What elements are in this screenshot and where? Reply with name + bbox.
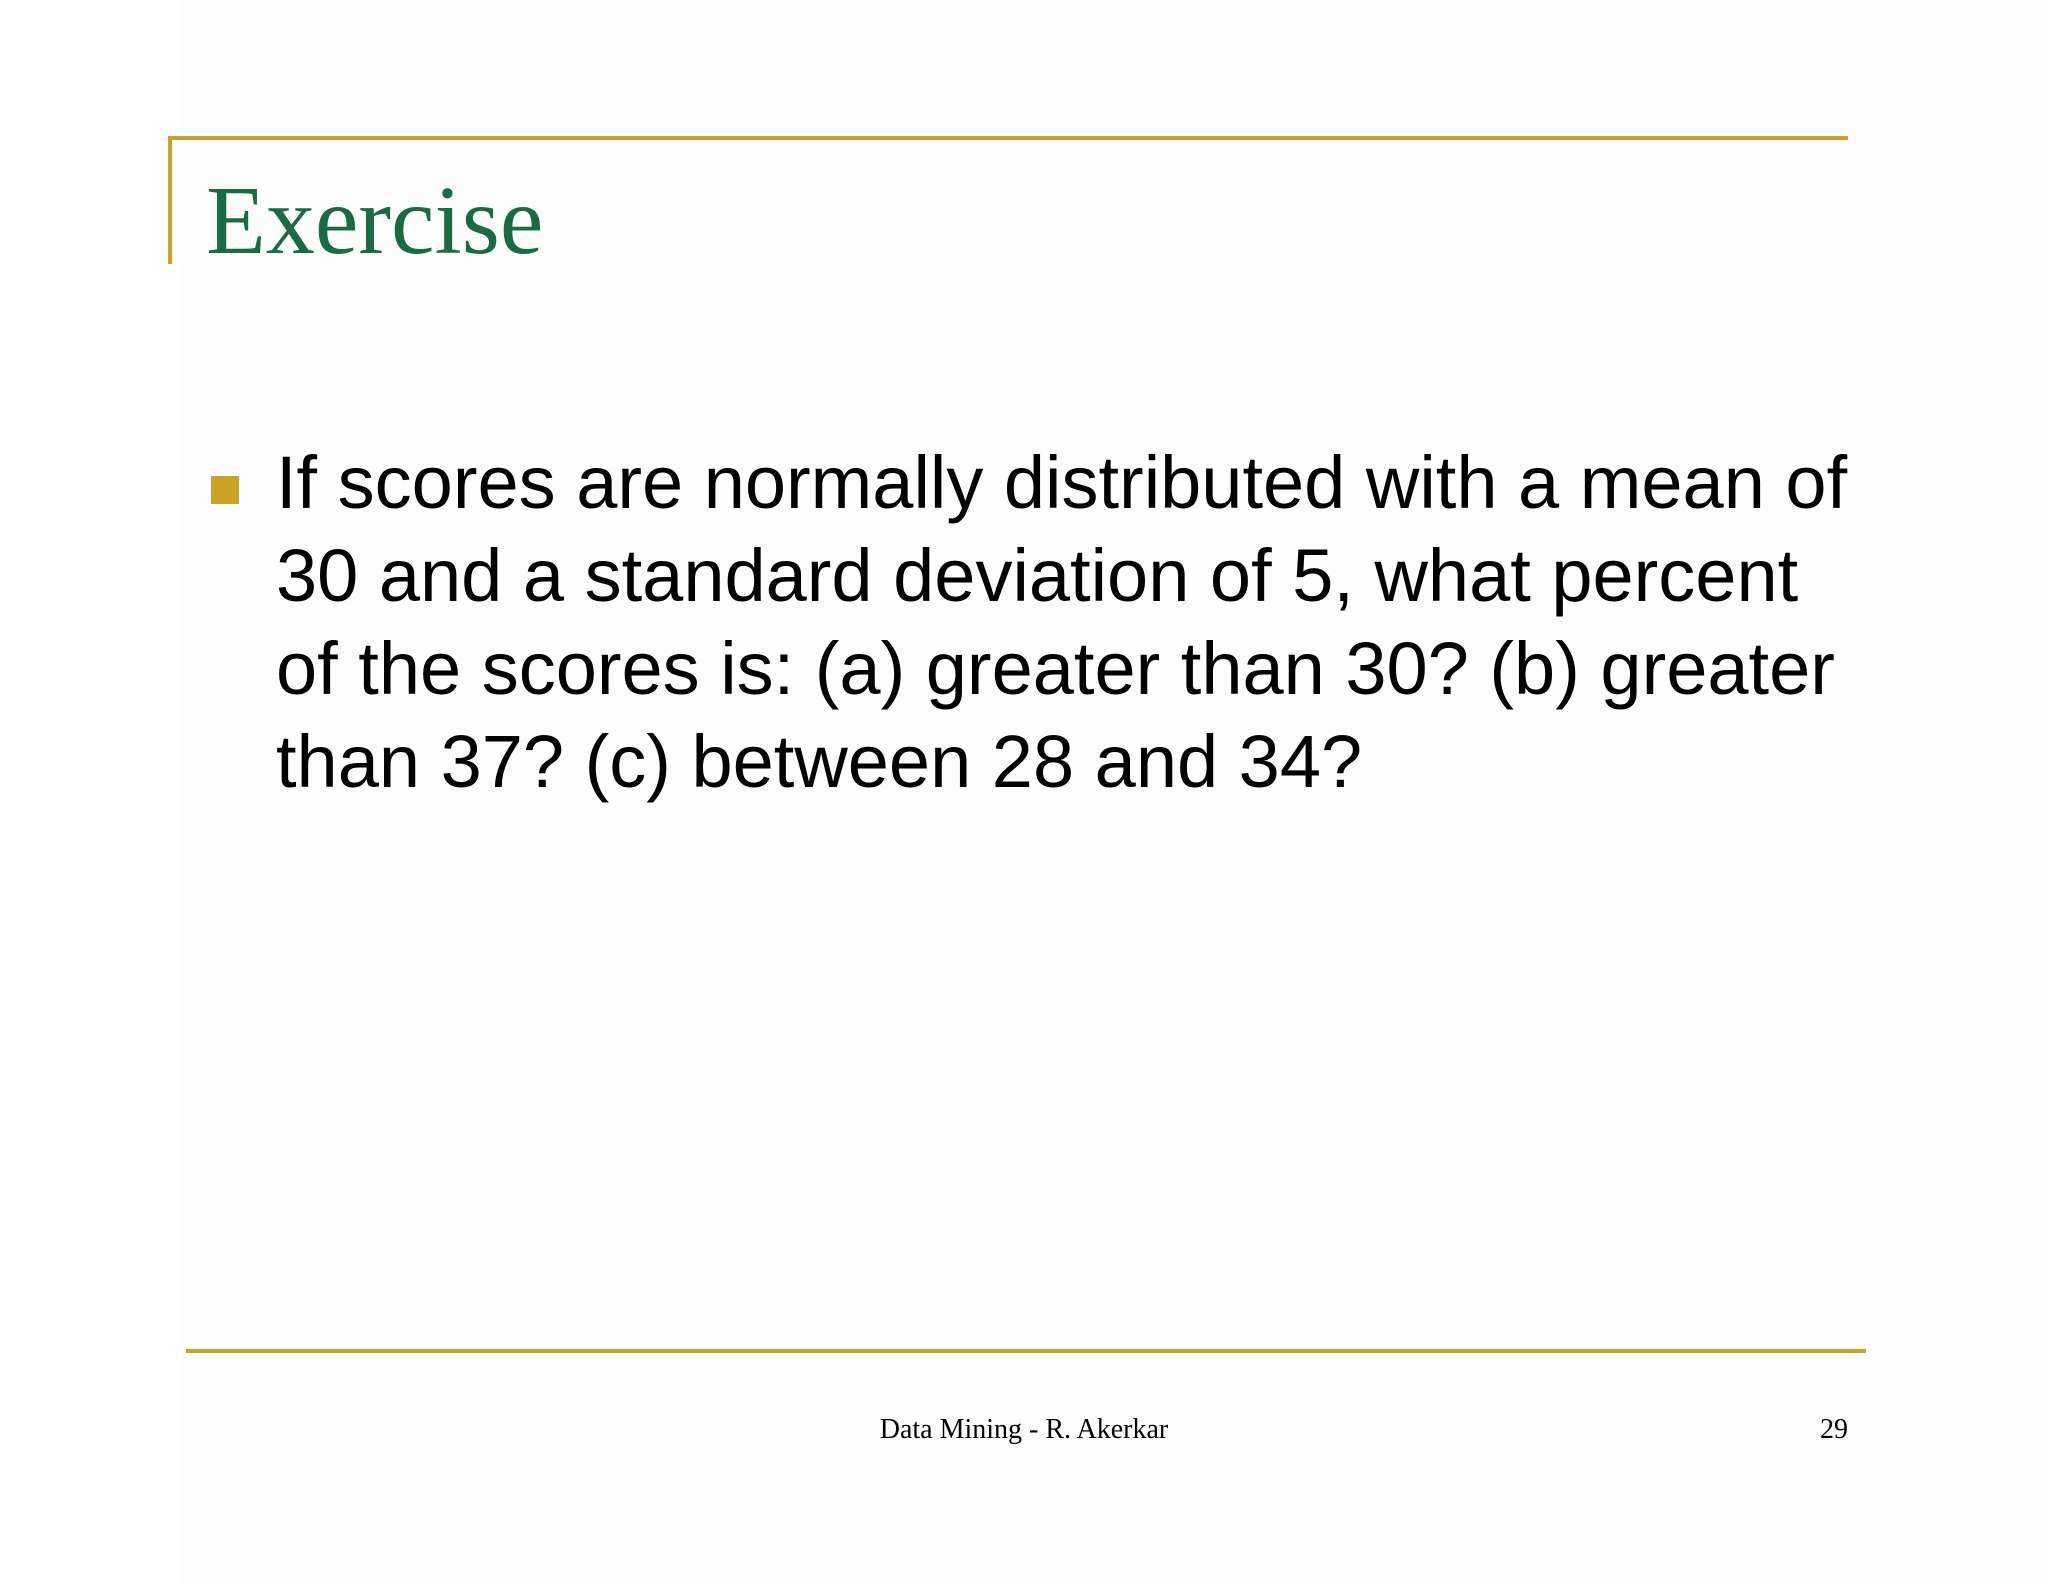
bullet-square-icon [211, 476, 239, 504]
bullet-text: If scores are normally distributed with a mean of 30 and a standard deviation of 5, what percent of the scores is: (a) greater than 30? (b) greater than 37? (c) between 28 and 34? [276, 441, 1848, 803]
title-top-rule [168, 136, 1848, 140]
footer-text: Data Mining - R. Akerkar [879, 1414, 1169, 1445]
footer-rule [186, 1349, 1866, 1353]
title-left-rule [168, 136, 172, 264]
page-number: 29 [1820, 1414, 1848, 1445]
slide-title: Exercise [206, 167, 544, 275]
